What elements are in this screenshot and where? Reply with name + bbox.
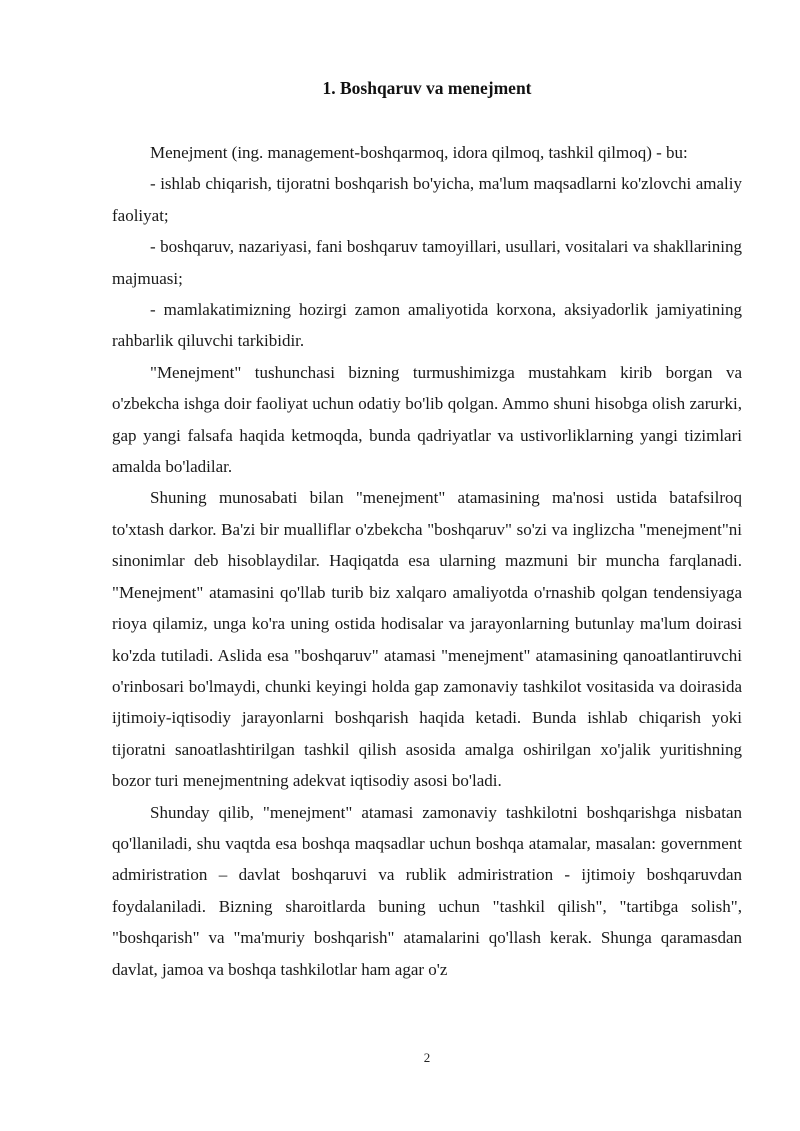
definition-item-2: - boshqaruv, nazariyasi, fani boshqaruv tamoyillari, usullari, vositalari va shakllarining majmuasi; [112, 237, 742, 288]
document-page [112, 0, 742, 1131]
paragraph-term-meaning: Shuning munosabati bilan "menejment" atamasining ma'nosi ustida batafsilroq to'xtash darkor. Ba'zi bir mualliflar o'zbekcha "boshqaruv" so'zi va inglizcha "menejment"ni sinonimlar deb hisoblaydilar. Haqiqatda esa ularning mazmuni bir muncha farqlanadi. "Menejment" atamasini qo'llab turib biz xalqaro amaliyotda o'rnashib qolgan tendensiyaga rioya qilamiz, unga ko'ra uning ostida hodisalar va jarayonlarning butunlay ma'lum doirasi ko'zda tutiladi. Aslida esa "boshqaruv" atamasi "menejment" atamasining qanoatlantiruvchi o'rinbosari bo'lmaydi, chunki keyingi holda gap zamonaviy tashkilot vositasida va doirasida ijtimoiy-iqtisodiy jarayonlarni boshqarish haqida ketadi. Bunda ishlab chiqarish yoki tijoratni sanoatlashtirilgan tashkil qilish asosida amalga oshirilgan xo'jalik yuritishning bozor turi menejmentning adekvat iqtisodiy asosi bo'ladi. [112, 488, 742, 791]
section-heading: 1. Boshqaruv va menejment [322, 78, 532, 98]
page-number: 2 [423, 1050, 431, 1065]
definition-item-3: - mamlakatimizning hozirgi zamon amaliyotida korxona, aksiyadorlik jamiyatining rahbarlik qiluvchi tarkibidir. [112, 300, 742, 351]
definition-intro-paragraph: Menejment (ing. management-boshqarmoq, idora qilmoq, tashkil qilmoq) - bu: [150, 143, 688, 162]
paragraph-concept: "Menejment" tushunchasi bizning turmushimizga mustahkam kirib borgan va o'zbekcha ishga doir faoliyat uchun odatiy bo'lib qolgan. Ammo shuni hisobga olish zarurki, gap yangi falsafa haqida ketmoqda, bunda qadriyatlar va ustivorliklarning yangi tizimlari amalda bo'ladilar. [112, 362, 742, 477]
definition-item-1: - ishlab chiqarish, tijoratni boshqarish bo'yicha, ma'lum maqsadlarni ko'zlovchi amaliy faoliyat; [112, 174, 742, 225]
body-text [112, 137, 742, 985]
paragraph-usage: Shunday qilib, "menejment" atamasi zamonaviy tashkilotni boshqarishga nisbatan qo'llaniladi, shu vaqtda esa boshqa maqsadlar uchun boshqa atamalar, masalan: government admiristration – davlat boshqaruvi va rublik admiristration - ijtimoiy boshqaruvdan foydalaniladi. Bizning sharoitlarda buning uchun "tashkil qilish", "tartibga solish", "boshqarish" va "ma'muriy boshqarish" atamalarini qo'llash kerak. Shunga qaramasdan davlat, jamoa va boshqa tashkilotlar ham agar o'z [112, 802, 742, 979]
